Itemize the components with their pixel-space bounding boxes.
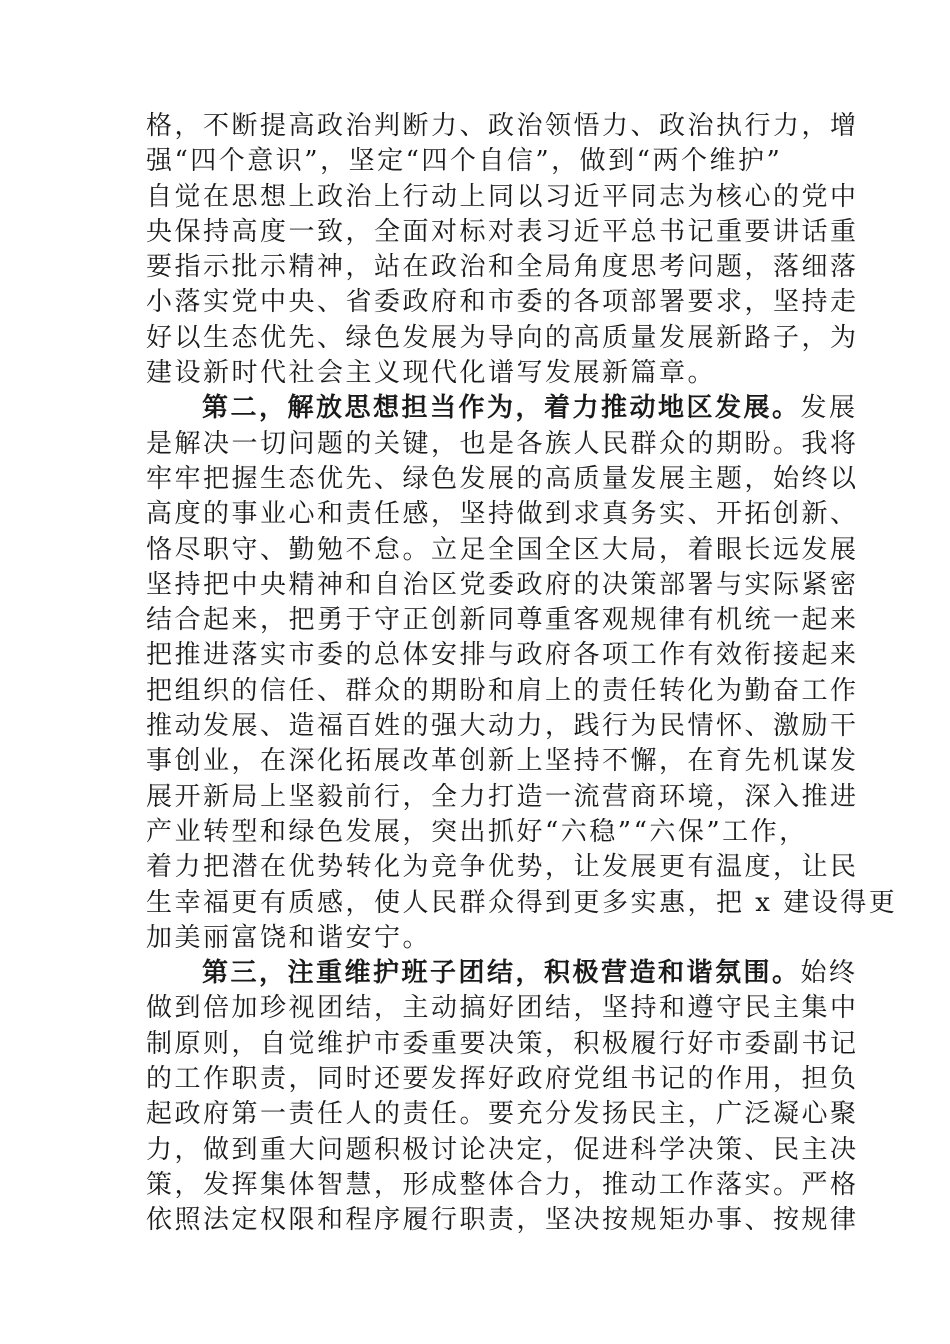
text-line: 生幸福更有质感，使人民群众得到更多实惠，把 x 建设得更 (146, 887, 898, 918)
text-line: 制原则，自觉维护市委重要决策，积极履行好市委副书记 (146, 1028, 859, 1059)
text-line: 起政府第一责任人的责任。要充分发扬民主，广泛凝心聚 (146, 1099, 859, 1130)
paragraph-first-line (146, 391, 858, 426)
paragraph-heading: 第二，解放思想担当作为，着力推动地区发展。 (202, 393, 801, 424)
text-line: 依照法定权限和程序履行职责，坚决按规矩办事、按规律 (146, 1205, 859, 1236)
text-line: 策，发挥集体智慧，形成整体合力，推动工作落实。严格 (146, 1169, 859, 1200)
text-line: 坚持把中央精神和自治区党委政府的决策部署与实际紧密 (146, 569, 859, 600)
text-fragment: 始终 (800, 958, 858, 989)
text-line: 强“四个意识”，坚定“四个自信”，做到“两个维护” (146, 146, 783, 177)
text-line: 好以生态优先、绿色发展为导向的高质量发展新路子，为 (146, 322, 859, 353)
text-line: 着力把潜在优势转化为竞争优势，让发展更有温度，让民 (146, 852, 859, 883)
text-line: 自觉在思想上政治上行动上同以习近平同志为核心的党中 (146, 181, 859, 212)
text-line: 高度的事业心和责任感，坚持做到求真务实、开拓创新、 (146, 499, 859, 530)
text-fragment: 发展 (800, 393, 858, 424)
text-line: 恪尽职守、勤勉不怠。立足全国全区大局，着眼长远发展 (146, 534, 859, 565)
paragraph-first-line (146, 956, 858, 991)
text-line: 展开新局上坚毅前行，全力打造一流营商环境，深入推进 (146, 781, 859, 812)
text-line: 是解决一切问题的关键，也是各族人民群众的期盼。我将 (146, 428, 859, 459)
text-line: 建设新时代社会主义现代化谱写发展新篇章。 (146, 358, 717, 389)
text-line: 格，不断提高政治判断力、政治领悟力、政治执行力，增 (146, 111, 859, 141)
text-line: 把推进落实市委的总体安排与政府各项工作有效衔接起来 (146, 640, 859, 671)
text-line: 把组织的信任、群众的期盼和肩上的责任转化为勤奋工作 (146, 675, 859, 706)
text-line: 小落实党中央、省委政府和市委的各项部署要求，坚持走 (146, 287, 859, 318)
text-line: 结合起来，把勇于守正创新同尊重客观规律有机统一起来 (146, 605, 859, 636)
text-line: 事创业，在深化拓展改革创新上坚持不懈，在育先机谋发 (146, 746, 859, 777)
text-line: 加美丽富饶和谐安宁。 (146, 922, 432, 953)
document-body (146, 109, 898, 1239)
text-line: 央保持高度一致，全面对标对表习近平总书记重要讲话重 (146, 216, 859, 247)
text-line: 力，做到重大问题积极讨论决定，促进科学决策、民主决 (146, 1134, 859, 1165)
text-line: 推动发展、造福百姓的强大动力，践行为民情怀、激励干 (146, 711, 859, 742)
paragraph-heading: 第三，注重维护班子团结，积极营造和谐氛围。 (202, 958, 801, 989)
text-line: 要指示批示精神，站在政治和全局角度思考问题，落细落 (146, 252, 859, 283)
text-line: 产业转型和绿色发展，突出抓好“六稳”“六保”工作， (146, 816, 808, 847)
text-line: 的工作职责，同时还要发挥好政府党组书记的作用，担负 (146, 1064, 859, 1095)
text-line: 做到倍加珍视团结，主动搞好团结，坚持和遵守民主集中 (146, 993, 859, 1024)
text-line: 牢牢把握生态优先、绿色发展的高质量发展主题，始终以 (146, 463, 859, 494)
